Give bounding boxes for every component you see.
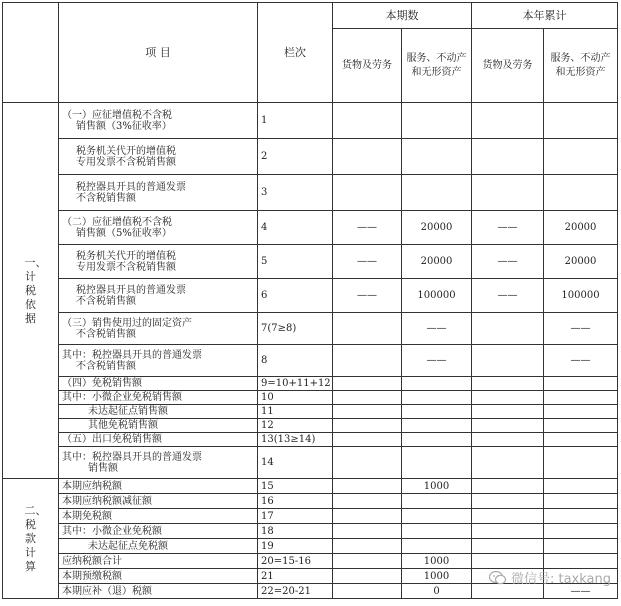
row-10-cur-goods[interactable]: [333, 391, 402, 405]
row-14-col: 14: [258, 447, 333, 479]
row-4-ytd-services[interactable]: 20000: [544, 211, 618, 245]
row-10-cur-services[interactable]: [402, 391, 472, 405]
row-1-ytd-services[interactable]: [544, 103, 618, 139]
row-2-ytd-goods[interactable]: [472, 139, 544, 175]
row-1-col: 1: [258, 103, 333, 139]
row-9-col: 9=10+11+12: [258, 377, 333, 391]
row-8-col: 8: [258, 345, 333, 377]
section-2-label: 二、税款计算: [3, 479, 59, 599]
row-6-ytd-goods[interactable]: ——: [472, 279, 544, 313]
row-6-col: 6: [258, 279, 333, 313]
row-2-item: 税务机关代开的增值税 专用发票不含税销售额: [59, 139, 258, 175]
row-7-col: 7(7≥8): [258, 313, 333, 345]
row-11-ytd-services[interactable]: [544, 405, 618, 419]
row-13-col: 13(13≥14): [258, 433, 333, 447]
row-1-cur-services[interactable]: [402, 103, 472, 139]
row-13-ytd-goods[interactable]: [472, 433, 544, 447]
row-20-ytd-goods[interactable]: [472, 554, 544, 569]
wechat-watermark: [489, 568, 611, 587]
row-22-item: 本期应补（退）税额: [59, 584, 258, 599]
row-14-cur-goods[interactable]: [333, 447, 402, 479]
row-17-ytd-goods[interactable]: [472, 509, 544, 524]
row-18-col: 18: [258, 524, 333, 539]
row-17-ytd-services[interactable]: [544, 509, 618, 524]
row-21-cur-goods[interactable]: [333, 569, 402, 584]
row-5-cur-goods[interactable]: ——: [333, 245, 402, 279]
row-17-cur-services[interactable]: [402, 509, 472, 524]
row-16-ytd-services[interactable]: [544, 494, 618, 509]
row-11-col: 11: [258, 405, 333, 419]
row-7-ytd-services[interactable]: ——: [544, 313, 618, 345]
row-3-ytd-goods[interactable]: [472, 175, 544, 211]
row-5-col: 5: [258, 245, 333, 279]
row-16-cur-goods[interactable]: [333, 494, 402, 509]
row-16-cur-services[interactable]: [402, 494, 472, 509]
row-12-item: 其他免税销售额: [59, 419, 258, 433]
row-15-ytd-services[interactable]: [544, 479, 618, 494]
row-6-ytd-services[interactable]: 100000: [544, 279, 618, 313]
row-5-ytd-services[interactable]: 20000: [544, 245, 618, 279]
row-9-ytd-goods[interactable]: [472, 377, 544, 391]
row-22-cur-goods[interactable]: [333, 584, 402, 599]
row-7-cur-services[interactable]: ——: [402, 313, 472, 345]
row-3-cur-services[interactable]: [402, 175, 472, 211]
row-11-cur-goods[interactable]: [333, 405, 402, 419]
row-12-col: 12: [258, 419, 333, 433]
row-17-col: 17: [258, 509, 333, 524]
row-19-item: 未达起征点免税额: [59, 539, 258, 554]
row-17-item: 本期免税额: [59, 509, 258, 524]
row-3-cur-goods[interactable]: [333, 175, 402, 211]
row-8-cur-goods[interactable]: [333, 345, 402, 377]
row-2-cur-goods[interactable]: [333, 139, 402, 175]
row-10-ytd-goods[interactable]: [472, 391, 544, 405]
header-col: 栏次: [258, 3, 333, 103]
row-6-item: 税控器具开具的普通发票 不含税销售额: [59, 279, 258, 313]
row-12-ytd-goods[interactable]: [472, 419, 544, 433]
row-9-cur-services[interactable]: [402, 377, 472, 391]
row-9-ytd-services[interactable]: [544, 377, 618, 391]
row-16-col: 16: [258, 494, 333, 509]
row-7-item: （三）销售使用过的固定资产 不含税销售额: [59, 313, 258, 345]
row-5-ytd-goods[interactable]: ——: [472, 245, 544, 279]
row-19-cur-services[interactable]: [402, 539, 472, 554]
row-10-item: 其中：小微企业免税销售额: [59, 391, 258, 405]
row-16-item: 本期应纳税额减征额: [59, 494, 258, 509]
row-15-cur-services[interactable]: 1000: [402, 479, 472, 494]
row-3-col: 3: [258, 175, 333, 211]
row-20-col: 20=15-16: [258, 554, 333, 569]
header-current: 本期数: [333, 3, 472, 29]
row-21-cur-services[interactable]: 1000: [402, 569, 472, 584]
row-12-ytd-services[interactable]: [544, 419, 618, 433]
row-19-ytd-services[interactable]: [544, 539, 618, 554]
row-14-cur-services[interactable]: [402, 447, 472, 479]
row-16-ytd-goods[interactable]: [472, 494, 544, 509]
row-4-cur-goods[interactable]: ——: [333, 211, 402, 245]
row-3-item: 税控器具开具的普通发票 不含税销售额: [59, 175, 258, 211]
header-item: 项 目: [59, 3, 258, 103]
row-20-ytd-services[interactable]: [544, 554, 618, 569]
row-9-item: （四）免税销售额: [59, 377, 258, 391]
row-4-col: 4: [258, 211, 333, 245]
tax-return-table: [2, 2, 618, 599]
row-12-cur-goods[interactable]: [333, 419, 402, 433]
row-15-col: 15: [258, 479, 333, 494]
row-11-ytd-goods[interactable]: [472, 405, 544, 419]
row-20-item: 应纳税额合计: [59, 554, 258, 569]
row-15-ytd-goods[interactable]: [472, 479, 544, 494]
row-20-cur-services[interactable]: 1000: [402, 554, 472, 569]
row-22-cur-services[interactable]: 0: [402, 584, 472, 599]
row-8-ytd-goods[interactable]: [472, 345, 544, 377]
header-goods: 货物及劳务: [333, 29, 402, 103]
section-1-label: 一、计税依据: [3, 103, 59, 479]
row-1-ytd-goods[interactable]: [472, 103, 544, 139]
row-20-cur-goods[interactable]: [333, 554, 402, 569]
row-9-cur-goods[interactable]: [333, 377, 402, 391]
row-2-col: 2: [258, 139, 333, 175]
row-4-cur-services[interactable]: 20000: [402, 211, 472, 245]
row-10-col: 10: [258, 391, 333, 405]
row-2-ytd-services[interactable]: [544, 139, 618, 175]
row-12-cur-services[interactable]: [402, 419, 472, 433]
row-10-ytd-services[interactable]: [544, 391, 618, 405]
row-15-cur-goods[interactable]: [333, 479, 402, 494]
row-19-ytd-goods[interactable]: [472, 539, 544, 554]
row-14-item: 其中：税控器具开具的普通发票 销售额: [59, 447, 258, 479]
row-14-ytd-services[interactable]: [544, 447, 618, 479]
row-14-ytd-goods[interactable]: [472, 447, 544, 479]
row-22-col: 22=20-21: [258, 584, 333, 599]
row-21-col: 21: [258, 569, 333, 584]
row-19-col: 19: [258, 539, 333, 554]
row-13-cur-goods[interactable]: [333, 433, 402, 447]
header-services: 服务、不动产 和无形资产: [402, 29, 472, 103]
row-17-cur-goods[interactable]: [333, 509, 402, 524]
row-8-item: 其中：税控器具开具的普通发票 不含税销售额: [59, 345, 258, 377]
header-ytd: 本年累计: [472, 3, 618, 29]
row-19-cur-goods[interactable]: [333, 539, 402, 554]
row-4-ytd-goods[interactable]: ——: [472, 211, 544, 245]
row-1-cur-goods[interactable]: [333, 103, 402, 139]
row-11-cur-services[interactable]: [402, 405, 472, 419]
row-3-ytd-services[interactable]: [544, 175, 618, 211]
row-13-ytd-services[interactable]: [544, 433, 618, 447]
row-2-cur-services[interactable]: [402, 139, 472, 175]
row-18-ytd-services[interactable]: [544, 524, 618, 539]
row-18-item: 其中：小微企业免税额: [59, 524, 258, 539]
row-18-cur-goods[interactable]: [333, 524, 402, 539]
row-4-item: （二）应征增值税不含税 销售额（5%征收率）: [59, 211, 258, 245]
row-6-cur-services[interactable]: 100000: [402, 279, 472, 313]
row-6-cur-goods[interactable]: ——: [333, 279, 402, 313]
row-5-item: 税务机关代开的增值税 专用发票不含税销售额: [59, 245, 258, 279]
header-goods-ytd: 货物及劳务: [472, 29, 544, 103]
row-13-cur-services[interactable]: [402, 433, 472, 447]
section-header-blank: [3, 3, 59, 103]
row-21-item: 本期预缴税额: [59, 569, 258, 584]
row-18-cur-services[interactable]: [402, 524, 472, 539]
row-8-ytd-services[interactable]: ——: [544, 345, 618, 377]
row-22-ytd-services[interactable]: ——: [544, 584, 618, 599]
row-15-item: 本期应纳税额: [59, 479, 258, 494]
row-11-item: 未达起征点销售额: [59, 405, 258, 419]
header-services-ytd: 服务、不动产 和无形资产: [544, 29, 618, 103]
row-8-cur-services[interactable]: ——: [402, 345, 472, 377]
row-1-item: （一）应征增值税不含税 销售额（3%征收率）: [59, 103, 258, 139]
wechat-icon: [489, 570, 507, 586]
row-7-ytd-goods[interactable]: [472, 313, 544, 345]
row-7-cur-goods[interactable]: [333, 313, 402, 345]
row-18-ytd-goods[interactable]: [472, 524, 544, 539]
row-5-cur-services[interactable]: 20000: [402, 245, 472, 279]
row-13-item: （五）出口免税销售额: [59, 433, 258, 447]
watermark-text: 微信号: taxkang: [510, 572, 611, 587]
